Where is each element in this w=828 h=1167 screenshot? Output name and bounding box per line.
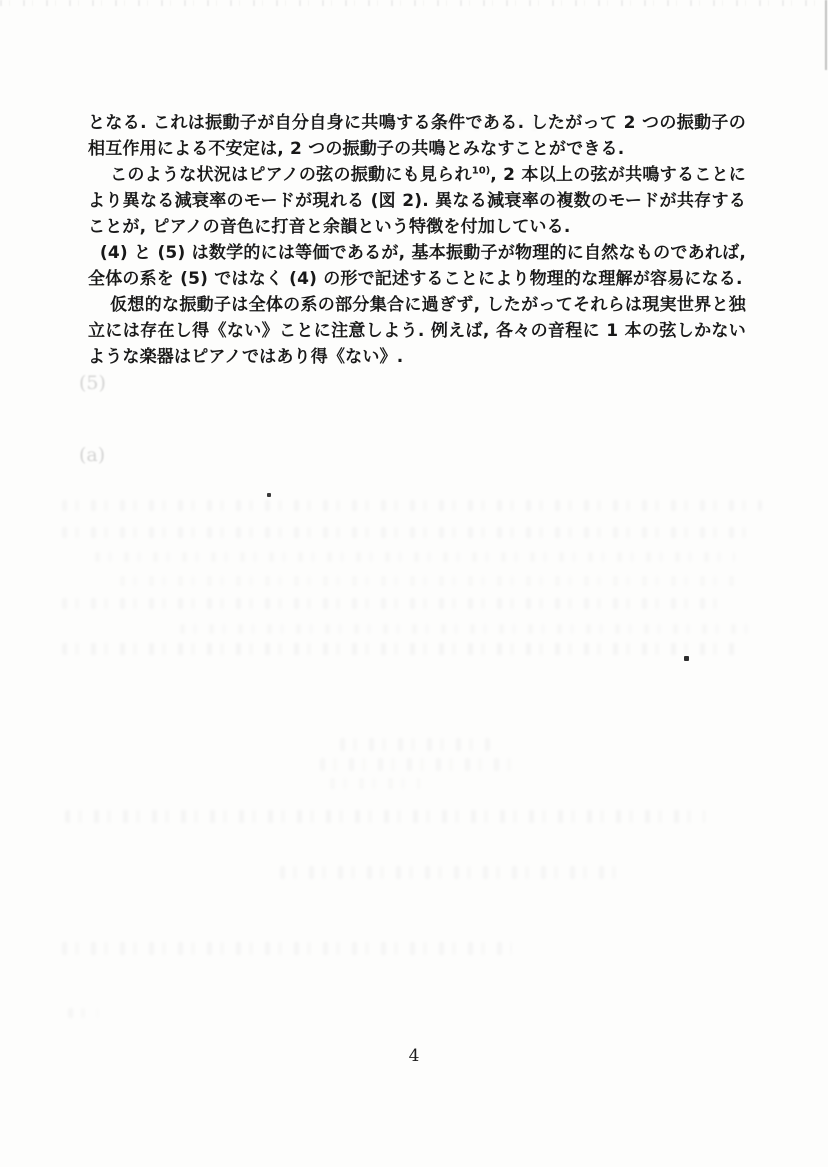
paragraph-piano-strings-pre: このような状況はピアノの弦の振動にも見られ [110, 165, 472, 185]
ghost-equation-label-a: (a) [79, 444, 106, 466]
ghost-smudge [62, 527, 752, 538]
ghost-formula-smudge [320, 758, 520, 771]
ink-speck [684, 656, 689, 661]
ghost-smudge [280, 866, 620, 879]
ink-speck [267, 493, 271, 497]
paragraph-equations-equivalence: (4) と (5) は数学的には等価であるが, 基本振動子が物理的に自然なものであれば, 全体の系を (5) ではなく (4) の形で記述することにより物理的な理解が容易になる. [88, 243, 746, 289]
paragraph-virtual-oscillators: 仮想的な振動子は全体の系の部分集合に過ぎず, したがってそれらは現実世界と独立には存在し得《ない》ことに注意しよう. 例えば, 各々の音程に 1 本の弦しかないような楽器はピアノではあり得《ない》. [88, 295, 746, 367]
paragraph-piano-strings-post: , 2 本以上の弦が共鳴することにより異なる減衰率のモードが現れる (図 2). 異なる減衰率の複数のモードが共存することが, ピアノの音色に打音と余韻という特徴を付加している. [88, 165, 747, 237]
footnote-reference-10: 10) [471, 165, 491, 177]
ghost-smudge [68, 1008, 98, 1018]
ghost-equation-label-5: (5) [79, 372, 106, 394]
ghost-smudge [120, 576, 740, 586]
ghost-smudge [62, 942, 512, 955]
paragraph-piano-strings [88, 162, 746, 240]
ghost-smudge [445, 118, 553, 130]
ghost-smudge [95, 552, 735, 562]
scan-edge-noise [0, 0, 828, 6]
scan-edge-line [825, 0, 827, 70]
ghost-formula-smudge [340, 738, 490, 751]
ghost-smudge [62, 643, 742, 655]
body-text [88, 110, 746, 370]
ghost-smudge [65, 810, 705, 823]
paragraph-resonance-condition: となる. これは振動子が自分自身に共鳴する条件である. したがって 2 つの振動子の相互作用による不安定は, 2 つの振動子の共鳴とみなすことができる. [88, 113, 746, 159]
ghost-smudge [62, 500, 762, 511]
ghost-smudge [62, 598, 722, 609]
ghost-smudge [180, 624, 760, 634]
ghost-formula-smudge [330, 778, 420, 789]
page-number: 4 [408, 1046, 420, 1066]
